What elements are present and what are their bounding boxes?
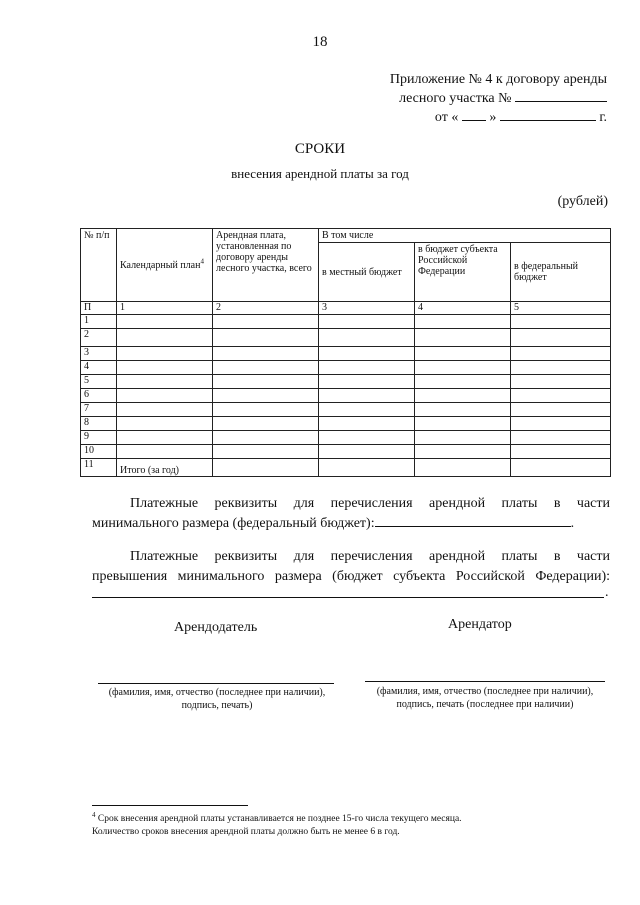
table-cell[interactable] (213, 403, 319, 417)
table-cell[interactable] (213, 375, 319, 389)
table-cell[interactable] (319, 361, 415, 375)
table-cell[interactable] (117, 417, 213, 431)
regional-payment-line-2: превышения минимального размера (бюджет субъекта Российской Федерации): (92, 569, 610, 584)
table-cell[interactable] (213, 347, 319, 361)
table-cell[interactable] (319, 431, 415, 445)
header-federal-budget: в федеральный бюджет (511, 243, 611, 302)
currency-units: (рублей) (557, 194, 608, 209)
header-regional-budget: в бюджет субъекта Российской Федерации (415, 243, 511, 302)
header-calendar-plan (117, 229, 213, 302)
table-row (81, 431, 611, 445)
row-number: 11 (81, 459, 117, 477)
table-cell[interactable] (319, 347, 415, 361)
regional-payment-end: . (605, 585, 609, 600)
table-cell[interactable] (511, 431, 611, 445)
column-number: 1 (117, 302, 213, 315)
table-cell[interactable] (415, 315, 511, 329)
federal-payment-details (92, 494, 610, 534)
column-number: 4 (415, 302, 511, 315)
header-calendar-plan-label: Календарный план (120, 259, 201, 271)
header-number: № п/п (81, 229, 117, 302)
table-total-row (81, 459, 611, 477)
table-cell[interactable] (319, 329, 415, 347)
table-cell[interactable] (511, 445, 611, 459)
table-cell[interactable] (213, 361, 319, 375)
regional-payment-details (92, 547, 610, 587)
annex-line-2 (399, 89, 607, 108)
footnote (92, 810, 612, 839)
footnote-line-2: Количество сроков внесения арендной платы должно быть не менее 6 в год. (92, 827, 400, 837)
lessee-caption-line-1: (фамилия, имя, отчество (последнее при наличии), (376, 686, 594, 697)
federal-payment-line-1: Платежные реквизиты для перечисления арендной платы в части (130, 496, 610, 511)
table-cell[interactable] (213, 417, 319, 431)
row-number: 8 (81, 417, 117, 431)
table-row (81, 315, 611, 329)
table-cell[interactable] (415, 445, 511, 459)
table-cell[interactable] (319, 417, 415, 431)
table-cell[interactable] (117, 361, 213, 375)
table-cell[interactable] (319, 459, 415, 477)
footnote-line-1 (92, 810, 612, 826)
document-title: СРОКИ (294, 141, 346, 157)
table-cell[interactable] (415, 361, 511, 375)
lessee-title: Арендатор (448, 617, 512, 632)
table-row (81, 329, 611, 347)
table-cell[interactable] (117, 431, 213, 445)
table-cell[interactable] (415, 403, 511, 417)
federal-payment-end: . (570, 516, 575, 531)
table-cell[interactable] (415, 375, 511, 389)
lessee-signature-line[interactable] (365, 681, 605, 682)
header-including: В том числе (319, 229, 611, 243)
row-number: 3 (81, 347, 117, 361)
table-header-row (81, 229, 611, 243)
total-label: Итого (за год) (117, 459, 213, 477)
lessor-signature-caption (92, 686, 342, 712)
table-cell[interactable] (415, 431, 511, 445)
row-number: 9 (81, 431, 117, 445)
row-number: 1 (81, 315, 117, 329)
table-cell[interactable] (117, 329, 213, 347)
header-rent-total: Арендная плата, установленная по договору аренды лесного участка, всего (213, 229, 319, 302)
table-cell[interactable] (415, 389, 511, 403)
table-row (81, 361, 611, 375)
header-local-budget: в местный бюджет (319, 243, 415, 302)
annex-date-open: от « (434, 110, 459, 125)
row-number: 7 (81, 403, 117, 417)
footnote-mark: 4 (92, 810, 96, 819)
column-number: П (81, 302, 117, 315)
table-cell[interactable] (117, 347, 213, 361)
regional-details-blank[interactable] (92, 597, 604, 598)
table-cell[interactable] (415, 347, 511, 361)
table-cell[interactable] (117, 403, 213, 417)
table-row (81, 347, 611, 361)
table-cell[interactable] (415, 329, 511, 347)
table-cell[interactable] (511, 417, 611, 431)
table-cell[interactable] (511, 315, 611, 329)
table-cell[interactable] (213, 459, 319, 477)
table-cell[interactable] (117, 315, 213, 329)
lessee-signature-caption (360, 685, 610, 711)
table-cell[interactable] (117, 445, 213, 459)
annex-line-1: Приложение № 4 к договору аренды (389, 72, 607, 87)
annex-line-3 (435, 108, 607, 127)
regional-payment-line-1: Платежные реквизиты для перечисления арендной платы в части (130, 549, 610, 564)
table-cell[interactable] (213, 431, 319, 445)
row-number: 10 (81, 445, 117, 459)
row-number: 4 (81, 361, 117, 375)
payment-schedule-table (80, 228, 611, 477)
table-row (81, 417, 611, 431)
page-number: 18 (312, 34, 328, 50)
table-cell[interactable] (213, 389, 319, 403)
table-cell[interactable] (511, 389, 611, 403)
date-month-blank[interactable] (500, 108, 596, 121)
column-number-row (81, 302, 611, 315)
table-row (81, 375, 611, 389)
table-cell[interactable] (117, 375, 213, 389)
table-cell[interactable] (319, 403, 415, 417)
table-cell[interactable] (511, 347, 611, 361)
document-subtitle: внесения арендной платы за год (231, 166, 409, 181)
column-number: 5 (511, 302, 611, 315)
table-cell[interactable] (511, 459, 611, 477)
table-row (81, 445, 611, 459)
date-day-blank[interactable] (462, 108, 486, 121)
table-cell[interactable] (319, 389, 415, 403)
row-number: 2 (81, 329, 117, 347)
table-cell[interactable] (511, 403, 611, 417)
table-row (81, 403, 611, 417)
annex-date-year-suffix: г. (599, 110, 607, 125)
table-cell[interactable] (319, 315, 415, 329)
table-cell[interactable] (319, 445, 415, 459)
column-number: 3 (319, 302, 415, 315)
footnote-text-1: Срок внесения арендной платы устанавливается не позднее 15-го числа текущего месяца. (97, 814, 462, 824)
table-cell[interactable] (415, 417, 511, 431)
table-cell[interactable] (213, 315, 319, 329)
lessor-title: Арендодатель (174, 620, 258, 635)
lessor-caption-line-2: подпись, печать) (181, 700, 253, 711)
table-row (81, 389, 611, 403)
table-cell[interactable] (319, 375, 415, 389)
table-cell[interactable] (415, 459, 511, 477)
federal-details-blank[interactable] (375, 514, 571, 527)
federal-payment-line-2: минимального размера (федеральный бюджет): (92, 516, 375, 531)
table-cell[interactable] (511, 329, 611, 347)
annex-contract-label: лесного участка № (399, 91, 512, 106)
lessee-caption-line-2: подпись, печать (последнее при наличии) (396, 699, 574, 710)
table-cell[interactable] (213, 329, 319, 347)
contract-number-blank[interactable] (515, 89, 607, 102)
row-number: 5 (81, 375, 117, 389)
annex-date-close: » (489, 110, 497, 125)
table-cell[interactable] (511, 361, 611, 375)
lessor-signature-line[interactable] (98, 683, 334, 684)
lessor-caption-line-1: (фамилия, имя, отчество (последнее при наличии), (108, 687, 326, 698)
table-cell[interactable] (213, 445, 319, 459)
table-cell[interactable] (511, 375, 611, 389)
column-number: 2 (213, 302, 319, 315)
table-cell[interactable] (117, 389, 213, 403)
footnote-ref: 4 (200, 257, 204, 266)
row-number: 6 (81, 389, 117, 403)
footnote-separator (92, 805, 248, 806)
